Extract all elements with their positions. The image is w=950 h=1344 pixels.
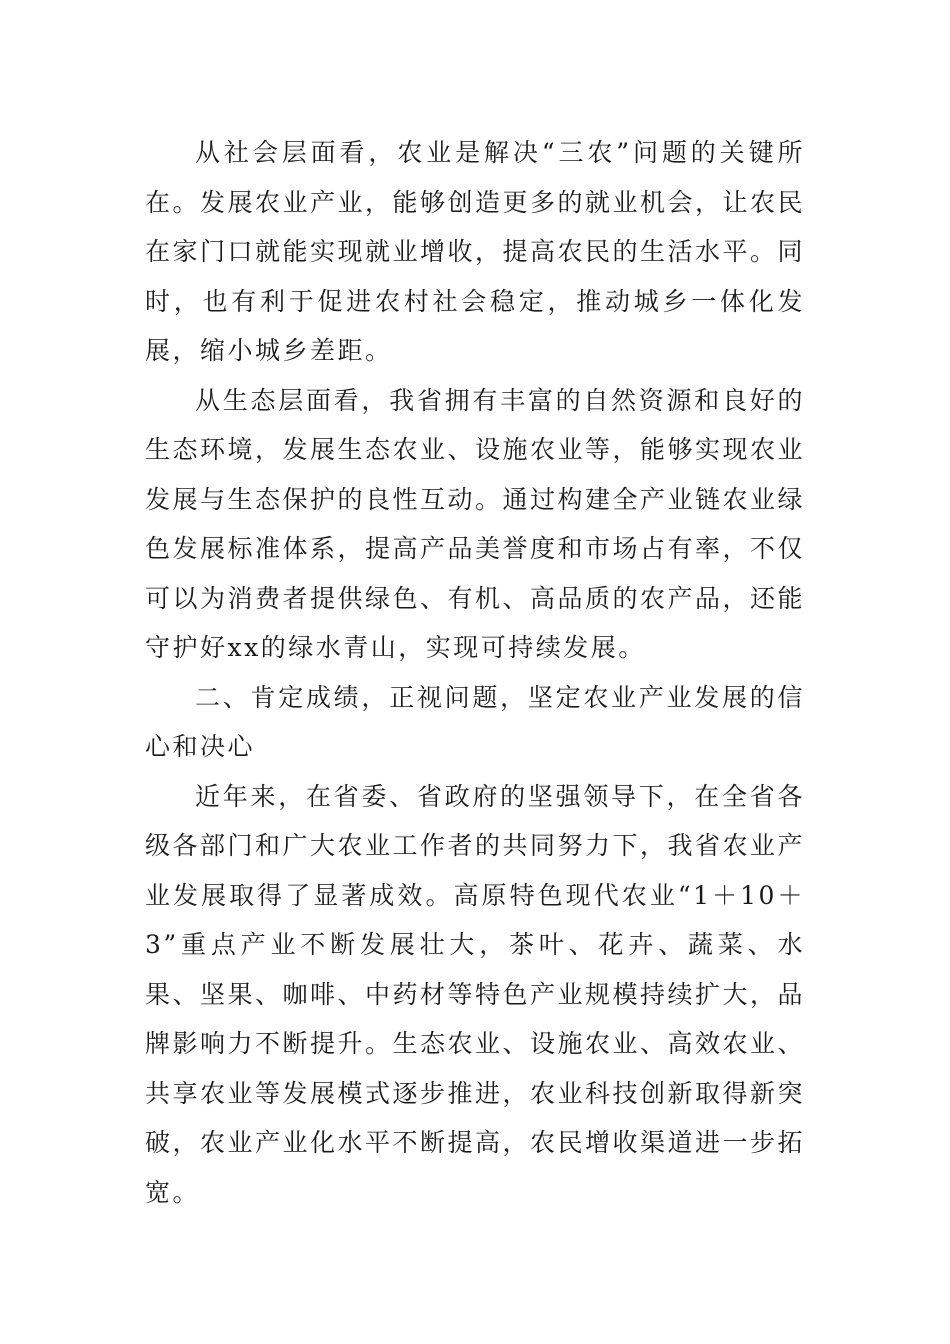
document-body (145, 128, 805, 1217)
paragraph-social-level: 从社会层面看，农业是解决“三农”问题的关键所在。发展农业产业，能够创造更多的就业机会，让农民在家门口就能实现就业增收，提高农民的生活水平。同时，也有利于促进农村社会稳定，推动城乡一体化发展，缩小城乡差距。 (145, 138, 806, 365)
paragraph-ecological-level: 从生态层面看，我省拥有丰富的自然资源和良好的生态环境，发展生态农业、设施农业等，能够实现农业发展与生态保护的良性互动。通过构建全产业链农业绿色发展标准体系，提高产品美誉度和市场占有率，不仅可以为消费者提供绿色、有机、高品质的农产品，还能守护好xx的绿水青山，实现可持续发展。 (145, 385, 806, 662)
section-heading-achievements: 二、肯定成绩，正视问题，坚定农业产业发展的信心和决心 (145, 682, 805, 761)
paragraph-recent-years: 近年来，在省委、省政府的坚强领导下，在全省各级各部门和广大农业工作者的共同努力下，我省农业产业发展取得了显著成效。高原特色现代农业“1＋10＋3”重点产业不断发展壮大，茶叶、花卉、蔬菜、水果、坚果、咖啡、中药材等特色产业规模持续扩大，品牌影响力不断提升。生态农业、设施农业、高效农业、共享农业等发展模式逐步推进，农业科技创新取得新突破，农业产业化水平不断提高，农民增收渠道进一步拓宽。 (145, 781, 806, 1207)
